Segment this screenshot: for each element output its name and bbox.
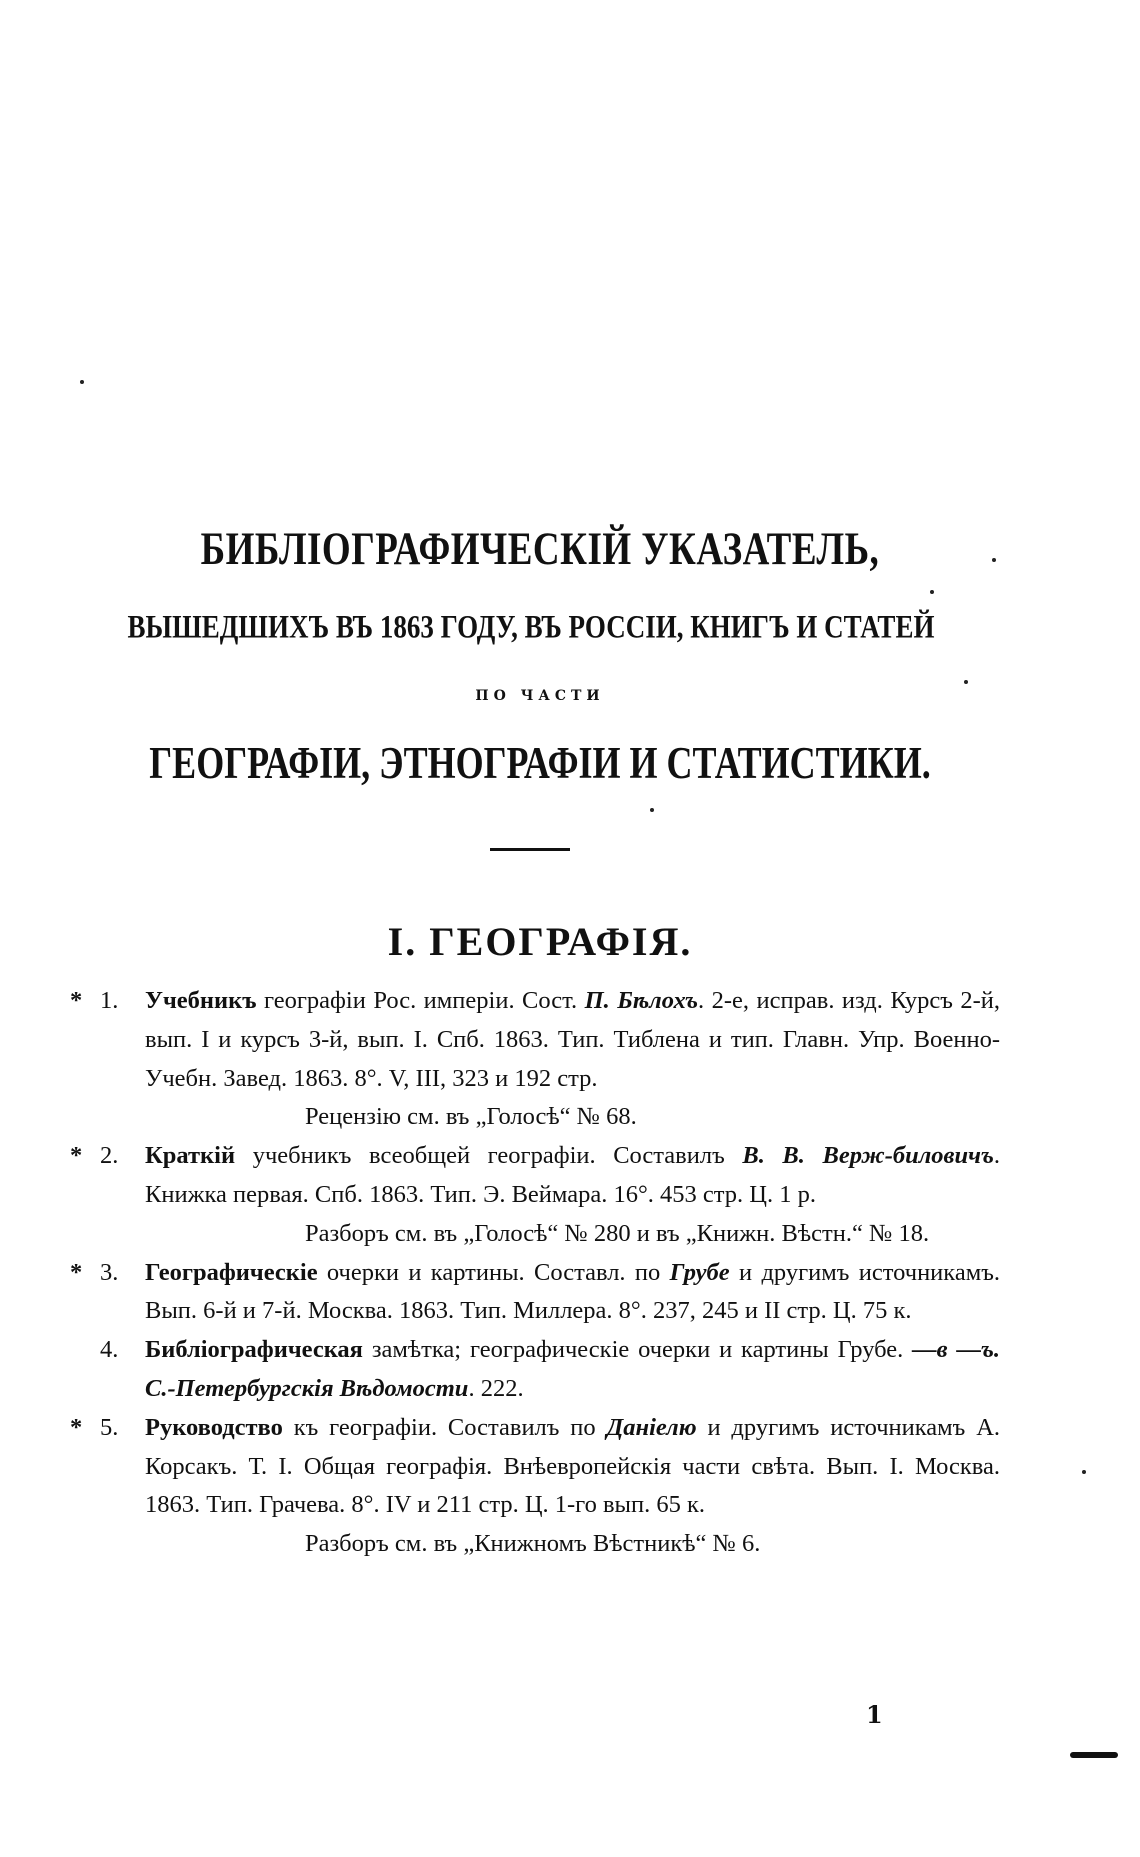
page-subtitle: ВЫШЕДШИХЪ ВЪ 1863 ГОДУ, ВЪ РОССІИ, КНИГЪ И СТАТЕЙ: [127, 608, 935, 645]
section-heading: I. ГЕОГРАФІЯ.: [387, 919, 693, 964]
star-marker: *: [70, 1413, 83, 1441]
scan-speck: [992, 558, 996, 562]
entry-number: 4.: [100, 1336, 119, 1364]
bibliography-list: [60, 982, 1000, 1564]
bibliography-entry-2: [60, 1137, 1000, 1215]
entry-author: В. В. Верж-биловичъ: [742, 1142, 994, 1170]
entry-number: 2.: [100, 1142, 119, 1170]
scan-speck: [80, 380, 84, 384]
entry-author: —в —ъ. С.-Петербургскія Вѣдомости: [145, 1336, 1000, 1402]
entry-reference: Рецензію см. въ „Голосѣ“ № 68.: [305, 1103, 637, 1131]
entry-author: Грубе: [669, 1258, 730, 1286]
page-title: БИБЛІОГРАФИЧЕСКІЙ УКАЗАТЕЛЬ,: [200, 523, 880, 576]
scan-speck: [650, 808, 654, 812]
star-marker: *: [70, 1142, 83, 1170]
entry-reference: Разборъ см. въ „Голосѣ“ № 280 и въ „Книжн. Вѣстн.“ № 18.: [305, 1219, 930, 1247]
entry-reference: Разборъ см. въ „Книжномъ Вѣстникѣ“ № 6.: [305, 1530, 761, 1558]
entry-text: . 2-е, исправ. изд. Курсъ 2-й, вып. I и курсъ 3-й, вып. I. Спб. 1863. Тип. Тиблена и тип. Главн. Упр. Военно-Учебн. Завед. 1863. 8°. V, III, 323 и 192 стр.: [145, 987, 1000, 1092]
scan-mark: [1070, 1752, 1118, 1758]
star-marker: *: [70, 987, 83, 1014]
entry-text: . 222.: [468, 1374, 524, 1402]
entry-keyword: Руководство: [145, 1413, 283, 1441]
entry-number: 5.: [100, 1413, 119, 1441]
entry-author: П. Бѣлохъ: [584, 987, 699, 1014]
entry-text: и другимъ источникамъ. Вып. 6-й и 7-й. Москва. 1863. Тип. Миллера. 8°. 237, 245 и II стр. Ц. 75 к.: [145, 1258, 1000, 1325]
subject-title: ГЕОГРАФІИ, ЭТНОГРАФІИ И СТАТИСТИКИ.: [149, 738, 931, 788]
entry-number: 1.: [100, 987, 119, 1014]
title-divider: [490, 848, 570, 851]
scan-speck: [1082, 1470, 1086, 1474]
star-marker: *: [70, 1258, 83, 1286]
scan-speck: [930, 590, 934, 594]
bibliography-entry-5: [60, 1409, 1000, 1525]
scan-speck: [964, 680, 968, 684]
entry-keyword: Учебникъ: [145, 987, 257, 1014]
bibliography-entry-3: [60, 1254, 1000, 1332]
entry-text: географіи Рос. имперіи. Сост.: [256, 987, 585, 1014]
entry-text: учебникъ всеобщей географіи. Составилъ: [235, 1142, 743, 1170]
entry-text: къ географіи. Составилъ по: [282, 1413, 607, 1441]
entry-text: очерки и картины. Составл. по: [317, 1258, 670, 1286]
entry-keyword: Географическіе: [145, 1258, 318, 1286]
entry-keyword: Библіографическая: [145, 1336, 363, 1364]
entry-text: замѣтка; географическіе очерки и картины Грубе.: [362, 1336, 913, 1364]
entry-author: Даніелю: [606, 1413, 697, 1441]
entry-keyword: Краткій: [145, 1142, 236, 1170]
entry-number: 3.: [100, 1258, 119, 1286]
bibliography-entry-4: [60, 1331, 1000, 1409]
entry-text: . Книжка первая. Спб. 1863. Тип. Э. Веймара. 16°. 453 стр. Ц. 1 р.: [145, 1142, 1000, 1208]
page-number: 1: [866, 1700, 883, 1729]
entry-text: и другимъ источникамъ А. Корсакъ. Т. I. Общая географія. Внѣевропейскія части свѣта. Вып. I. Москва. 1863. Тип. Грачева. 8°. IV и 211 стр. Ц. 1-го вып. 65 к.: [145, 1413, 1001, 1519]
bibliography-entry-1: [60, 982, 1000, 1098]
subtitle-connector: ПО ЧАСТИ: [475, 688, 605, 704]
